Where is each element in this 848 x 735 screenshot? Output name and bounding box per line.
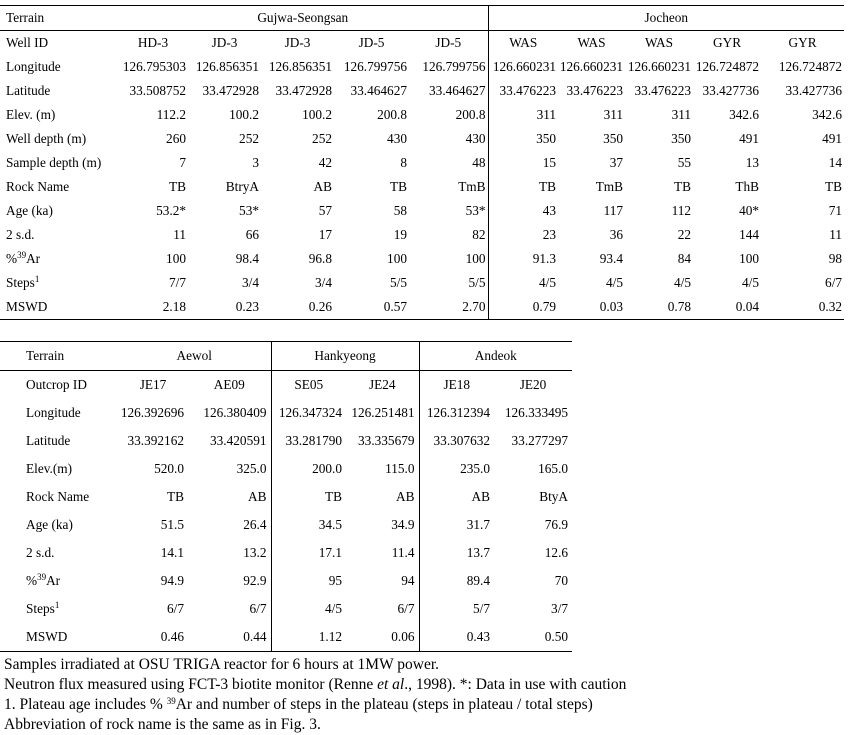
row-label: MSWD xyxy=(0,295,118,320)
table-cell: 22 xyxy=(677,227,692,243)
table-cell: 235.0 xyxy=(419,455,494,483)
table-cell: 126.380409 xyxy=(203,405,267,421)
table-cell: 6/7 xyxy=(249,601,267,617)
table-cell: 36 xyxy=(609,227,624,243)
row-label-text: Ar xyxy=(46,573,61,589)
row-label-superscript: 39 xyxy=(37,572,47,583)
row-label: Sample depth (m) xyxy=(6,155,102,171)
table-cell: 5/7 xyxy=(419,595,494,623)
note-plateau-age xyxy=(4,695,844,715)
table-cell: 126.660231 xyxy=(559,59,624,75)
table-cell: 311 xyxy=(603,107,624,123)
table-cell: 7/7 xyxy=(169,275,186,291)
table-cell: 126.251481 xyxy=(351,405,415,421)
table-cell: 144 xyxy=(739,227,760,243)
table-cell: 37 xyxy=(609,155,624,171)
table-cell: 0.23 xyxy=(188,295,261,320)
table-cell: 0.79 xyxy=(488,295,558,320)
table-cell: 33.476223 xyxy=(634,83,692,99)
table-cell: 4/5 xyxy=(674,275,692,291)
table-cell: JD-3 xyxy=(284,35,311,51)
row-label: Well ID xyxy=(6,35,49,51)
row-label-superscript: 1 xyxy=(54,600,60,611)
table-cell: 126.799756 xyxy=(343,59,407,75)
row-label-superscript: 1 xyxy=(34,274,40,285)
table-cell: 15 xyxy=(488,151,558,175)
table-cell: 350 xyxy=(488,127,558,151)
table-cell: 126.660231 xyxy=(488,55,558,79)
table-cell: 8 xyxy=(400,155,407,171)
table-cell: HD-3 xyxy=(137,35,169,51)
table-cell: TB xyxy=(390,179,407,195)
table-cell: 126.799756 xyxy=(422,59,486,75)
table-cell: 126.856351 xyxy=(195,59,259,75)
table-cell: 311 xyxy=(488,103,558,127)
row-label: Latitude xyxy=(26,433,71,449)
table-cell: 342.6 xyxy=(812,107,843,123)
table-cell: 34.5 xyxy=(271,511,346,539)
table-cell: 33.420591 xyxy=(210,433,267,449)
table-cell: 311 xyxy=(671,107,692,123)
table-cell: 14 xyxy=(828,155,843,171)
table-cell: 325.0 xyxy=(236,461,267,477)
table-cell: BtryA xyxy=(225,179,259,195)
table-cell: 0.32 xyxy=(761,295,844,320)
table-cell: 126.795303 xyxy=(122,59,186,75)
row-label: Age (ka) xyxy=(26,517,73,533)
table-cell: 33.427736 xyxy=(785,83,843,99)
table-cell: JE24 xyxy=(368,377,396,393)
table-cell: JE20 xyxy=(519,377,547,393)
table-cell: 55 xyxy=(677,155,692,171)
table-cell: 33.427736 xyxy=(702,83,760,99)
table-cell: ThB xyxy=(735,179,760,195)
table-cell: JD-3 xyxy=(211,35,238,51)
table-cell: 0.26 xyxy=(261,295,334,320)
row-label xyxy=(0,567,118,595)
table-cell: 5/5 xyxy=(468,275,486,291)
table-cell: JD-5 xyxy=(358,35,385,51)
table-cell: 0.50 xyxy=(494,623,572,652)
table-row xyxy=(0,623,572,652)
table-cell: 0.44 xyxy=(188,623,271,652)
table-cell: 0.06 xyxy=(346,623,419,652)
table-cell: TB xyxy=(488,175,558,199)
group-jocheon: Jocheon xyxy=(488,6,844,31)
table-cell: 33.281790 xyxy=(271,427,346,455)
terrain-label: Terrain xyxy=(0,6,118,31)
row-label: Age (ka) xyxy=(6,203,53,219)
table-cell: 17.1 xyxy=(271,539,346,567)
table-cell: 260 xyxy=(166,131,186,147)
group-andeok: Andeok xyxy=(419,342,572,371)
note-citation: et al xyxy=(377,676,405,693)
table-cell: 13.2 xyxy=(243,545,267,561)
table-cell: TmB xyxy=(595,179,624,195)
row-label: Longitude xyxy=(26,405,81,421)
table-cell: 126.724872 xyxy=(778,59,843,75)
table-cell: GYR xyxy=(788,35,817,51)
row-label: 2 s.d. xyxy=(6,227,35,243)
table-cell: 33.307632 xyxy=(419,427,494,455)
table-cell: GYR xyxy=(712,35,742,51)
table-cell: 0.78 xyxy=(625,295,693,320)
row-label: Elev. (m) xyxy=(6,107,56,123)
table-cell: 53.2* xyxy=(156,203,186,219)
table-cell: 33.392162 xyxy=(127,433,184,449)
table-cell: 126.724872 xyxy=(695,59,760,75)
table-cell: JE17 xyxy=(139,377,167,393)
table-cell: AB xyxy=(248,489,267,505)
row-label: Elev.(m) xyxy=(26,461,73,477)
table-cell: 42 xyxy=(318,155,332,171)
table-cell: 7 xyxy=(179,155,186,171)
table-cell: 126.347324 xyxy=(271,399,346,427)
note-text: 1. Plateau age includes % xyxy=(4,696,167,713)
table-cell: 33.464627 xyxy=(350,83,407,99)
note-superscript: 39 xyxy=(166,696,176,706)
table-cell: 342.6 xyxy=(729,107,760,123)
row-label: Rock Name xyxy=(6,179,70,195)
table-cell: 33.476223 xyxy=(566,83,624,99)
table-cell: 43 xyxy=(488,199,558,223)
table-cell: 126.333495 xyxy=(504,405,569,421)
table-cell: 33.464627 xyxy=(429,83,486,99)
table-row xyxy=(0,295,844,320)
table-cell: 96.8 xyxy=(308,251,332,267)
table-row xyxy=(0,103,844,127)
table-cell: 117 xyxy=(603,203,624,219)
row-label xyxy=(0,247,118,271)
table-cell: 3/4 xyxy=(242,275,259,291)
table-cell: 126.392696 xyxy=(120,405,184,421)
table-cell: 3 xyxy=(252,155,259,171)
table-cell: 19 xyxy=(393,227,407,243)
table-cell: 33.335679 xyxy=(358,433,415,449)
table-cell: 23 xyxy=(488,223,558,247)
table-row xyxy=(0,247,844,271)
table-row xyxy=(0,539,572,567)
table-cell: 430 xyxy=(465,131,486,147)
table-cell: 112.2 xyxy=(156,107,186,123)
table-cell: 6/7 xyxy=(825,275,843,291)
table-cell: 40* xyxy=(739,203,760,219)
table-cell: 3/4 xyxy=(315,275,332,291)
table-cell: 100 xyxy=(465,251,486,267)
table-cell: 4/5 xyxy=(606,275,624,291)
table-row xyxy=(0,79,844,103)
table-cell: TB xyxy=(271,483,346,511)
table-cell: 92.9 xyxy=(243,573,267,589)
table-cell: 95 xyxy=(271,567,346,595)
table-cell: 11 xyxy=(173,227,186,243)
row-label: 2 s.d. xyxy=(26,545,55,561)
ar-ar-age-table-outcrops xyxy=(0,341,572,652)
note-abbreviation: Abbreviation of rock name is the same as in Fig. 3. xyxy=(4,716,321,733)
table-cell: 33.476223 xyxy=(488,79,558,103)
table-row xyxy=(0,127,844,151)
table-cell: 51.5 xyxy=(160,517,184,533)
table-row xyxy=(0,399,572,427)
table-cell: 5/5 xyxy=(390,275,407,291)
table-cell: 57 xyxy=(318,203,332,219)
row-label-text: Steps xyxy=(6,275,35,291)
table-cell: 2.18 xyxy=(118,295,188,320)
table-cell: 58 xyxy=(393,203,407,219)
table-cell: 100 xyxy=(739,251,760,267)
row-label-text: Steps xyxy=(26,601,55,617)
table-cell: 94 xyxy=(401,573,415,589)
table-cell: 0.57 xyxy=(334,295,409,320)
row-label: Outcrop ID xyxy=(26,377,87,393)
ar-ar-age-table-wells xyxy=(0,5,844,320)
table-cell: JE18 xyxy=(419,371,494,400)
table-cell: 200.8 xyxy=(455,107,486,123)
row-label: Well depth (m) xyxy=(6,131,87,147)
table-cell: 14.1 xyxy=(160,545,184,561)
table-cell: 89.4 xyxy=(419,567,494,595)
table-cell: 17 xyxy=(318,227,332,243)
table-cell: 13 xyxy=(745,155,760,171)
table-cell: 53* xyxy=(239,203,259,219)
table-cell: SE05 xyxy=(271,371,346,400)
table-cell: 350 xyxy=(671,131,692,147)
table-cell: 100.2 xyxy=(229,107,259,123)
row-label xyxy=(0,595,118,623)
table-cell: AB xyxy=(396,489,415,505)
table-cell: WAS xyxy=(488,31,558,56)
table-group-header xyxy=(0,342,572,371)
table-cell: 13.7 xyxy=(419,539,494,567)
row-label-superscript: 39 xyxy=(17,250,27,261)
table-cell: TmB xyxy=(458,179,486,195)
table-cell: 34.9 xyxy=(391,517,415,533)
table-cell: 93.4 xyxy=(599,251,624,267)
table-cell: 2.70 xyxy=(409,295,488,320)
table-cell: 252 xyxy=(239,131,259,147)
table-row xyxy=(0,271,844,295)
table-group-header xyxy=(0,6,844,31)
row-label: Longitude xyxy=(6,59,61,75)
table-cell: 84 xyxy=(677,251,692,267)
terrain-label: Terrain xyxy=(0,342,118,371)
table-cell: 31.7 xyxy=(419,511,494,539)
table-cell: 115.0 xyxy=(385,461,415,477)
row-label: Rock Name xyxy=(26,489,90,505)
table-cell: 33.277297 xyxy=(511,433,569,449)
table-cell: 100 xyxy=(166,251,186,267)
group-aewol: Aewol xyxy=(118,342,271,371)
table-row xyxy=(0,567,572,595)
table-row xyxy=(0,371,572,400)
table-cell: 33.472928 xyxy=(202,83,259,99)
table-row xyxy=(0,595,572,623)
table-row xyxy=(0,199,844,223)
table-row xyxy=(0,511,572,539)
group-gujwa-seongsan: Gujwa-Seongsan xyxy=(118,6,488,31)
table-cell: TB xyxy=(674,179,692,195)
table-cell: 4/5 xyxy=(742,275,760,291)
table-row xyxy=(0,427,572,455)
table-cell: 4/5 xyxy=(271,595,346,623)
table-row xyxy=(0,151,844,175)
note-text: ., 1998). *: Data in use with caution xyxy=(404,676,627,693)
table-row xyxy=(0,175,844,199)
table-cell: WAS xyxy=(644,35,674,51)
note-text: Ar and number of steps in the plateau (steps in plateau / total steps) xyxy=(175,696,593,713)
table-cell: 91.3 xyxy=(488,247,558,271)
table-row xyxy=(0,55,844,79)
table-cell: 100.2 xyxy=(302,107,332,123)
table-cell: 126.856351 xyxy=(268,59,332,75)
table-cell: 71 xyxy=(828,203,843,219)
table-cell: JD-5 xyxy=(435,35,462,51)
table-cell: AB xyxy=(313,179,332,195)
table-cell: 48 xyxy=(472,155,486,171)
table-cell: TB xyxy=(169,179,186,195)
table-cell: TB xyxy=(167,489,184,505)
table-row xyxy=(0,31,844,56)
row-label: Latitude xyxy=(6,83,51,99)
table-cell: AB xyxy=(419,483,494,511)
table-cell: 4/5 xyxy=(488,271,558,295)
table-cell: 76.9 xyxy=(544,517,569,533)
table-cell: 1.12 xyxy=(271,623,346,652)
note-neutron-flux xyxy=(4,675,844,695)
table-row xyxy=(0,483,572,511)
table-cell: 350 xyxy=(603,131,624,147)
table-cell: 98.4 xyxy=(235,251,259,267)
table-cell: 126.660231 xyxy=(627,59,692,75)
table-cell: 126.312394 xyxy=(419,399,494,427)
note-text: Neutron flux measured using FCT-3 biotite monitor (Renne xyxy=(4,676,378,693)
table-cell: 491 xyxy=(739,131,760,147)
table-row xyxy=(0,223,844,247)
table-cell: 0.04 xyxy=(693,295,761,320)
table-cell: 0.46 xyxy=(118,623,188,652)
table-cell: 33.472928 xyxy=(275,83,332,99)
row-label: MSWD xyxy=(0,623,118,652)
table-row xyxy=(0,455,572,483)
table-cell: TB xyxy=(825,179,843,195)
row-label-text: Ar xyxy=(26,251,41,267)
table-cell: 200.8 xyxy=(377,107,407,123)
table-cell: 66 xyxy=(245,227,259,243)
table-cell: 520.0 xyxy=(154,461,184,477)
table-cell: 6/7 xyxy=(397,601,415,617)
note-irradiation: Samples irradiated at OSU TRIGA reactor for 6 hours at 1MW power. xyxy=(4,656,440,673)
table-cell: 98 xyxy=(828,251,843,267)
table-cell: 0.03 xyxy=(558,295,625,320)
row-label-text: % xyxy=(26,573,38,589)
table-cell: 0.43 xyxy=(419,623,494,652)
table-cell: BtyA xyxy=(539,489,569,505)
table-cell: 33.508752 xyxy=(129,83,186,99)
table-cell: 3/7 xyxy=(551,601,569,617)
table-cell: 11.4 xyxy=(391,545,415,561)
table-cell: 70 xyxy=(554,573,569,589)
table-cell: 11 xyxy=(829,227,843,243)
group-hankyeong: Hankyeong xyxy=(271,342,419,371)
table-cell: 165.0 xyxy=(538,461,569,477)
table-cell: WAS xyxy=(577,35,606,51)
table-cell: 430 xyxy=(387,131,407,147)
row-label-text: % xyxy=(6,251,18,267)
table-cell: AE09 xyxy=(213,377,245,393)
table-cell: 100 xyxy=(387,251,407,267)
table-cell: 6/7 xyxy=(167,601,184,617)
table-cell: 53* xyxy=(465,203,486,219)
table-notes xyxy=(4,655,844,735)
table-cell: 12.6 xyxy=(544,545,569,561)
row-label xyxy=(0,271,118,295)
table-cell: 112 xyxy=(671,203,692,219)
table-cell: 26.4 xyxy=(243,517,267,533)
table-cell: 82 xyxy=(472,227,486,243)
table-cell: 252 xyxy=(312,131,332,147)
table-cell: 491 xyxy=(822,131,843,147)
table-cell: 94.9 xyxy=(160,573,184,589)
table-cell: 200.0 xyxy=(271,455,346,483)
